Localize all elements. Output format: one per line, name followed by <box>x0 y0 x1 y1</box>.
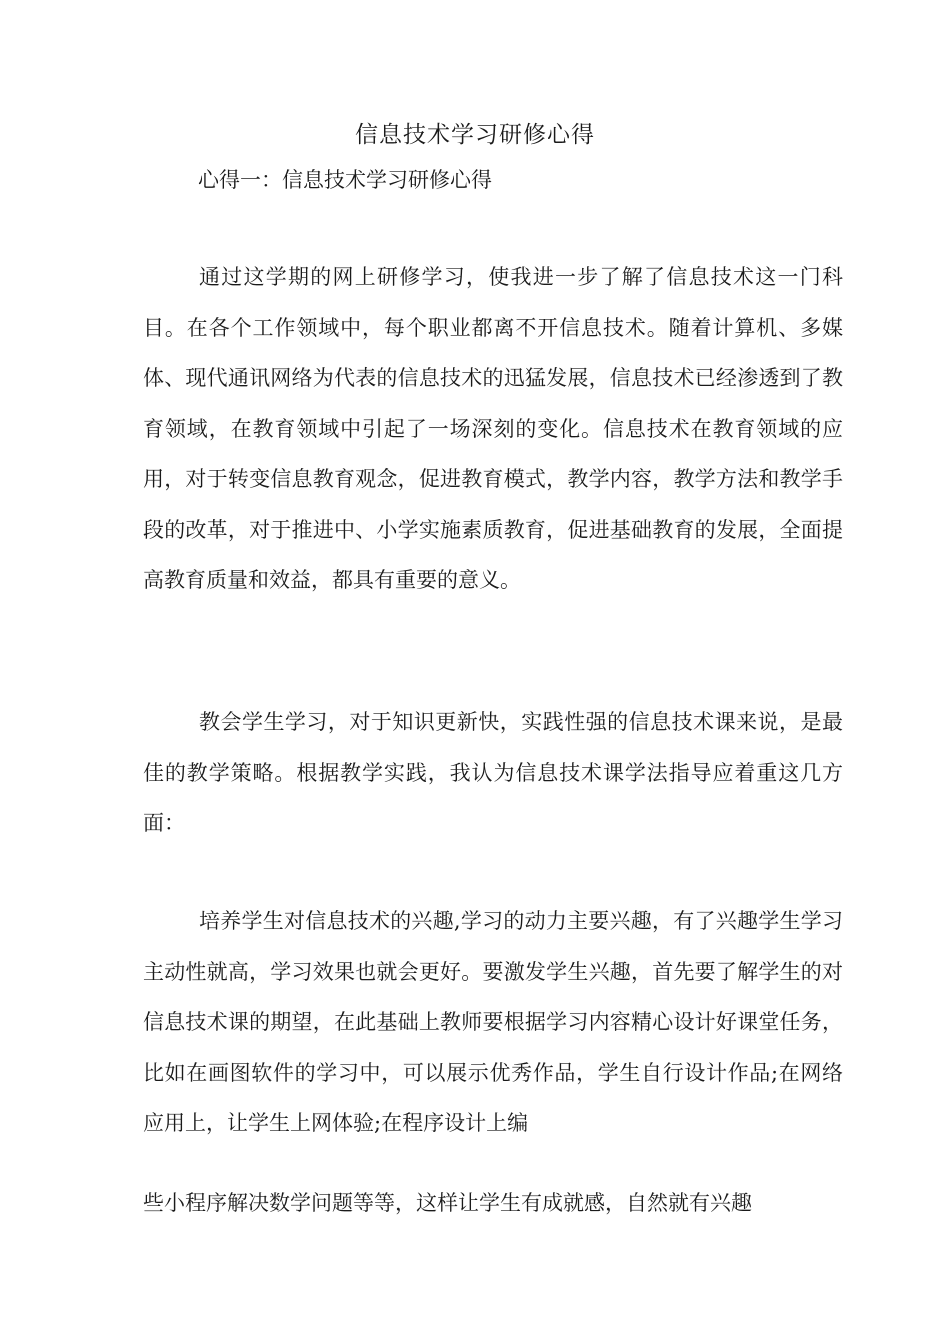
document-title: 信息技术学习研修心得 <box>355 122 595 148</box>
paragraph-2: 教会学生学习，对于知识更新快，实践性强的信息技术课来说，是最佳的教学策略。根据教学实践，我认为信息技术课学法指导应着重这几方面： <box>143 710 843 835</box>
paragraph-1: 通过这学期的网上研修学习，使我进一步了解了信息技术这一门科目。在各个工作领域中，每个职业都离不开信息技术。随着计算机、多媒体、现代通讯网络为代表的信息技术的迅猛发展，信息技术已经渗透到了教育领域，在教育领域中引起了一场深刻的变化。信息技术在教育领域的应用，对于转变信息教育观念，促进教育模式，教学内容，教学方法和教学手段的改革，对于推进中、小学实施素质教育，促进基础教育的发展，全面提高教育质量和效益，都具有重要的意义。 <box>143 265 843 592</box>
paragraph-4: 些小程序解决数学问题等等，这样让学生有成就感，自然就有兴趣 <box>143 1191 752 1215</box>
document-subtitle: 心得一：信息技术学习研修心得 <box>198 168 492 192</box>
paragraph-3: 培养学生对信息技术的兴趣,学习的动力主要兴趣，有了兴趣学生学习主动性就高，学习效果也就会更好。要激发学生兴趣，首先要了解学生的对信息技术课的期望，在此基础上教师要根据学习内容精心设计好课堂任务，比如在画图软件的学习中，可以展示优秀作品，学生自行设计作品;在网络应用上，让学生上网体验;在程序设计上编 <box>143 909 843 1135</box>
